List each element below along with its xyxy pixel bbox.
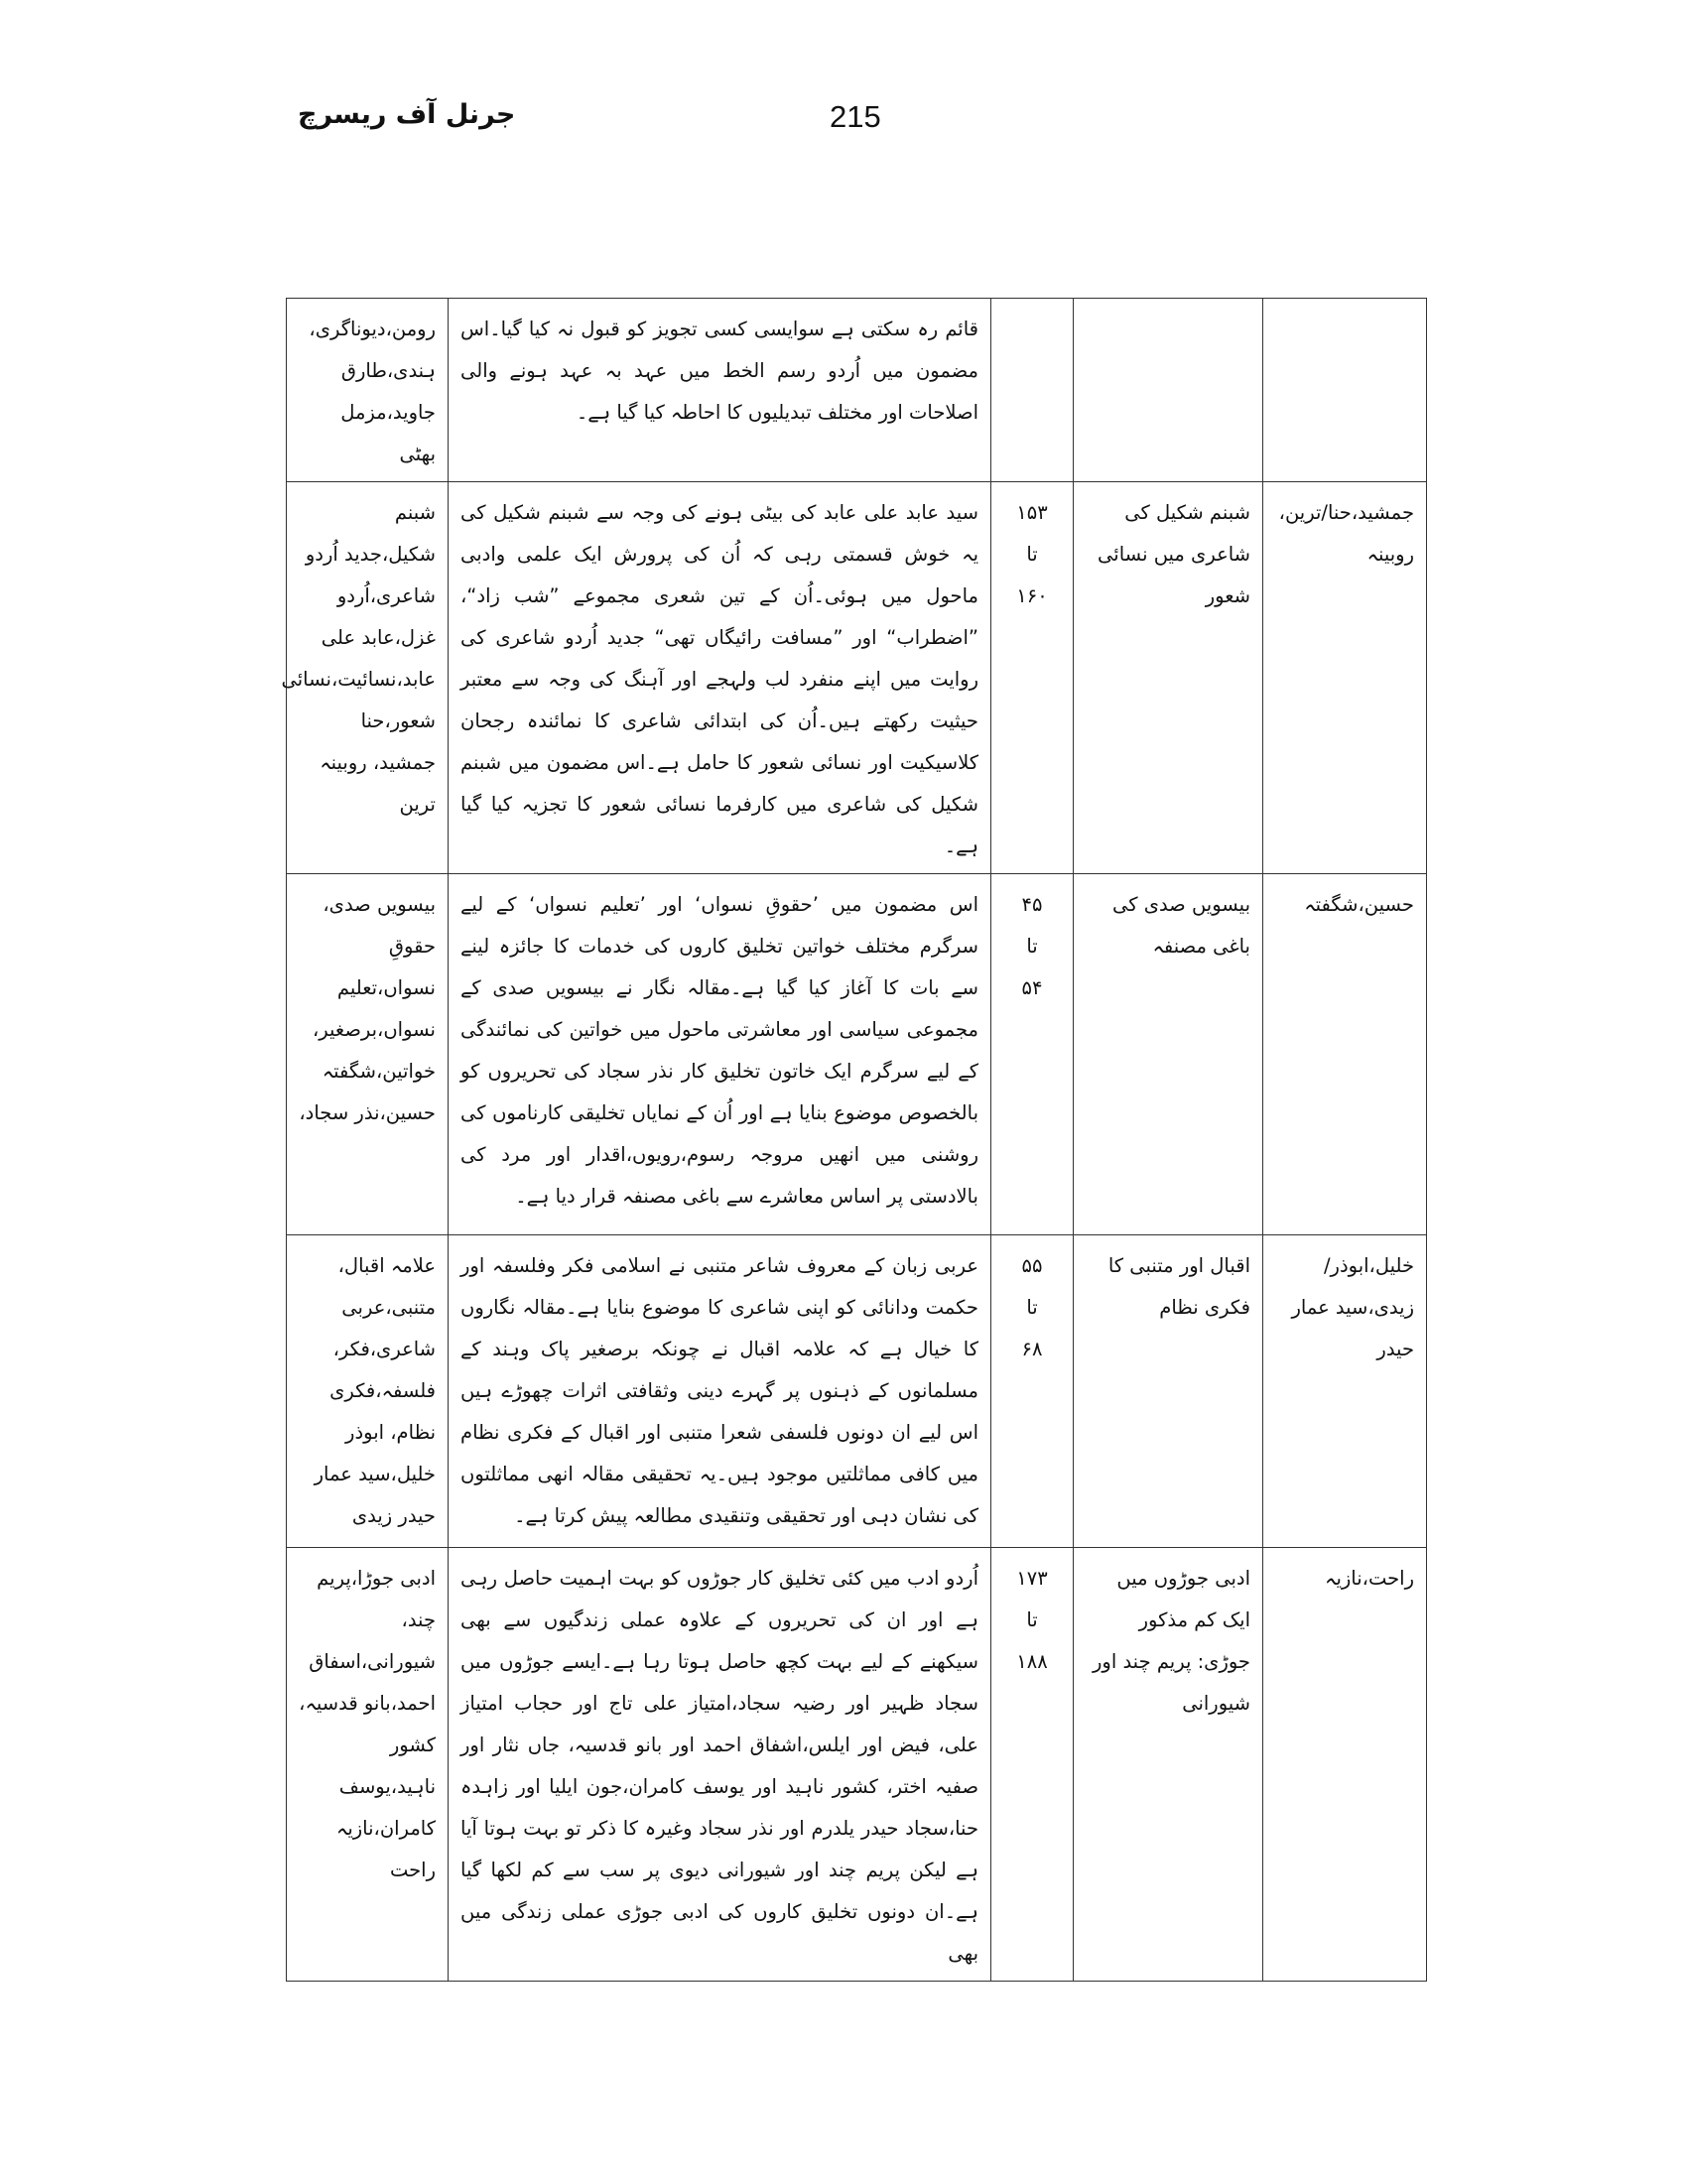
title-cell: ادبی جوڑوں میں ایک کم مذکور جوڑی: پریم چند اور شیورانی	[1074, 1548, 1263, 1982]
title-cell: شبنم شکیل کی شاعری میں نسائی شعور	[1074, 482, 1263, 874]
keywords-cell: ادبی جوڑا،پریم چند، شیورانی،اسفاق احمد،بانو قدسیہ، کشور ناہید،یوسف کامران،نازیہ راحت	[287, 1548, 449, 1982]
page-end: ۱۶۰	[1016, 584, 1048, 607]
keywords-cell: علامہ اقبال، متنبی،عربی شاعری،فکر، فلسفہ،فکری نظام، ابوذر خلیل،سید عمار حیدر زیدی	[287, 1235, 449, 1548]
pages-cell	[991, 482, 1074, 874]
page-end: ۱۸۸	[1016, 1650, 1048, 1673]
page-number: 215	[830, 99, 881, 134]
page-end: ۵۴	[1021, 976, 1043, 999]
table-row	[287, 482, 1427, 874]
page-to: تا	[1026, 935, 1038, 958]
page-start: ۱۷۳	[1016, 1567, 1048, 1590]
page-start: ۱۵۳	[1016, 501, 1048, 524]
table-row	[287, 1548, 1427, 1982]
author-cell	[1263, 299, 1427, 482]
table-row	[287, 1235, 1427, 1548]
pages-cell	[991, 1235, 1074, 1548]
page-to: تا	[1026, 1296, 1038, 1319]
author-cell: خلیل،ابوذر/ زیدی،سید عمار حیدر	[1263, 1235, 1427, 1548]
pages-cell	[991, 299, 1074, 482]
keywords-cell: رومن،دیوناگری، ہندی،طارق جاوید،مزمل بھٹی	[287, 299, 449, 482]
author-cell: جمشید،حنا/ترین، روبینہ	[1263, 482, 1427, 874]
page-end: ۶۸	[1021, 1338, 1043, 1360]
title-cell: اقبال اور متنبی کا فکری نظام	[1074, 1235, 1263, 1548]
table-row	[287, 299, 1427, 482]
abstract-cell: قائم رہ سکتی ہے سوایسی کسی تجویز کو قبول نہ کیا گیا۔اس مضمون میں اُردو رسم الخط میں عہد بہ عہد ہونے والی اصلاحات اور مختلف تبدیلیوں کا احاطہ کیا گیا ہے۔	[449, 299, 991, 482]
pages-cell	[991, 1548, 1074, 1982]
journal-title: جرنل آف ریسرچ	[298, 99, 516, 130]
author-cell: راحت،نازیہ	[1263, 1548, 1427, 1982]
article-index-table	[281, 298, 1427, 1982]
keywords-cell: شبنم شکیل،جدید اُردو شاعری،اُردو غزل،عابد علی عابد،نسائیت،نسائی شعور،حنا جمشید، روبینہ ترین	[287, 482, 449, 874]
title-cell	[1074, 299, 1263, 482]
abstract-cell: اُردو ادب میں کئی تخلیق کار جوڑوں کو بہت اہمیت حاصل رہی ہے اور ان کی تحریروں کے علاوہ عملی زندگیوں سے بھی سیکھنے کے لیے بہت کچھ حاصل ہوتا رہا ہے۔ایسے جوڑوں میں سجاد ظہیر اور رضیہ سجاد،امتیاز علی تاج اور حجاب امتیاز علی، فیض اور ایلس،اشفاق احمد اور بانو قدسیہ، جاں نثار اور صفیہ اختر، کشور ناہید اور یوسف کامران،جون ایلیا اور زاہدہ حنا،سجاد حیدر یلدرم اور نذر سجاد وغیرہ کا ذکر تو بہت ہوتا آیا ہے لیکن پریم چند اور شیورانی دیوی پر سب سے کم لکھا گیا ہے۔ان دونوں تخلیق کاروں کی ادبی جوڑی عملی زندگی میں بھی	[449, 1548, 991, 1982]
page-start: ۴۵	[1021, 893, 1043, 916]
abstract-cell: عربی زبان کے معروف شاعر متنبی نے اسلامی فکر وفلسفہ اور حکمت ودانائی کو اپنی شاعری کا موضوع بنایا ہے۔مقالہ نگاروں کا خیال ہے کہ علامہ اقبال نے چونکہ برصغیر پاک وہند کے مسلمانوں کے ذہنوں پر گہرے دینی وثقافتی اثرات چھوڑے ہیں اس لیے ان دونوں فلسفی شعرا متنبی اور اقبال کے فکری نظام میں کافی مماثلتیں موجود ہیں۔یہ تحقیقی مقالہ انھی مماثلتوں کی نشان دہی اور تحقیقی وتنقیدی مطالعہ پیش کرتا ہے۔	[449, 1235, 991, 1548]
author-cell: حسین،شگفتہ	[1263, 874, 1427, 1235]
title-cell: بیسویں صدی کی باغی مصنفہ	[1074, 874, 1263, 1235]
keywords-cell: بیسویں صدی، حقوقِ نسواں،تعلیم نسواں،برصغیر، خواتین،شگفتہ حسین،نذر سجاد،	[287, 874, 449, 1235]
page-to: تا	[1026, 543, 1038, 566]
page-to: تا	[1026, 1608, 1038, 1631]
pages-cell	[991, 874, 1074, 1235]
table-row	[287, 874, 1427, 1235]
abstract-cell: اس مضمون میں ’حقوقِ نسواں‘ اور ’تعلیم نسواں‘ کے لیے سرگرم مختلف خواتین تخلیق کاروں کی خدمات کا جائزہ لینے سے بات کا آغاز کیا گیا ہے۔مقالہ نگار نے بیسویں صدی کے مجموعی سیاسی اور معاشرتی ماحول میں خواتین کی نمائندگی کے لیے سرگرم ایک خاتون تخلیق کار نذر سجاد کی تحریروں کو بالخصوص موضوع بنایا ہے اور اُن کے نمایاں تخلیقی کارناموں کی روشنی میں انھیں مروجہ رسوم،رویوں،اقدار اور مرد کی بالادستی پر اساس معاشرے سے باغی مصنفہ قرار دیا ہے۔	[449, 874, 991, 1235]
page-start: ۵۵	[1021, 1254, 1043, 1277]
abstract-cell: سید عابد علی عابد کی بیٹی ہونے کی وجہ سے شبنم شکیل کی یہ خوش قسمتی رہی کہ اُن کی پرورش ایک علمی وادبی ماحول میں ہوئی۔اُن کے تین شعری مجموعے ”شب زاد“، ”اضطراب“ اور ”مسافت رائیگاں تھی“ جدید اُردو شاعری کی روایت میں اپنے منفرد لب ولہجے اور آہنگ کی وجہ سے معتبر حیثیت رکھتے ہیں۔اُن کی ابتدائی شاعری کا نمائندہ رجحان کلاسیکیت اور نسائی شعور کا حامل ہے۔اس مضمون میں شبنم شکیل کی شاعری میں کارفرما نسائی شعور کا تجزیہ کیا گیا ہے۔	[449, 482, 991, 874]
